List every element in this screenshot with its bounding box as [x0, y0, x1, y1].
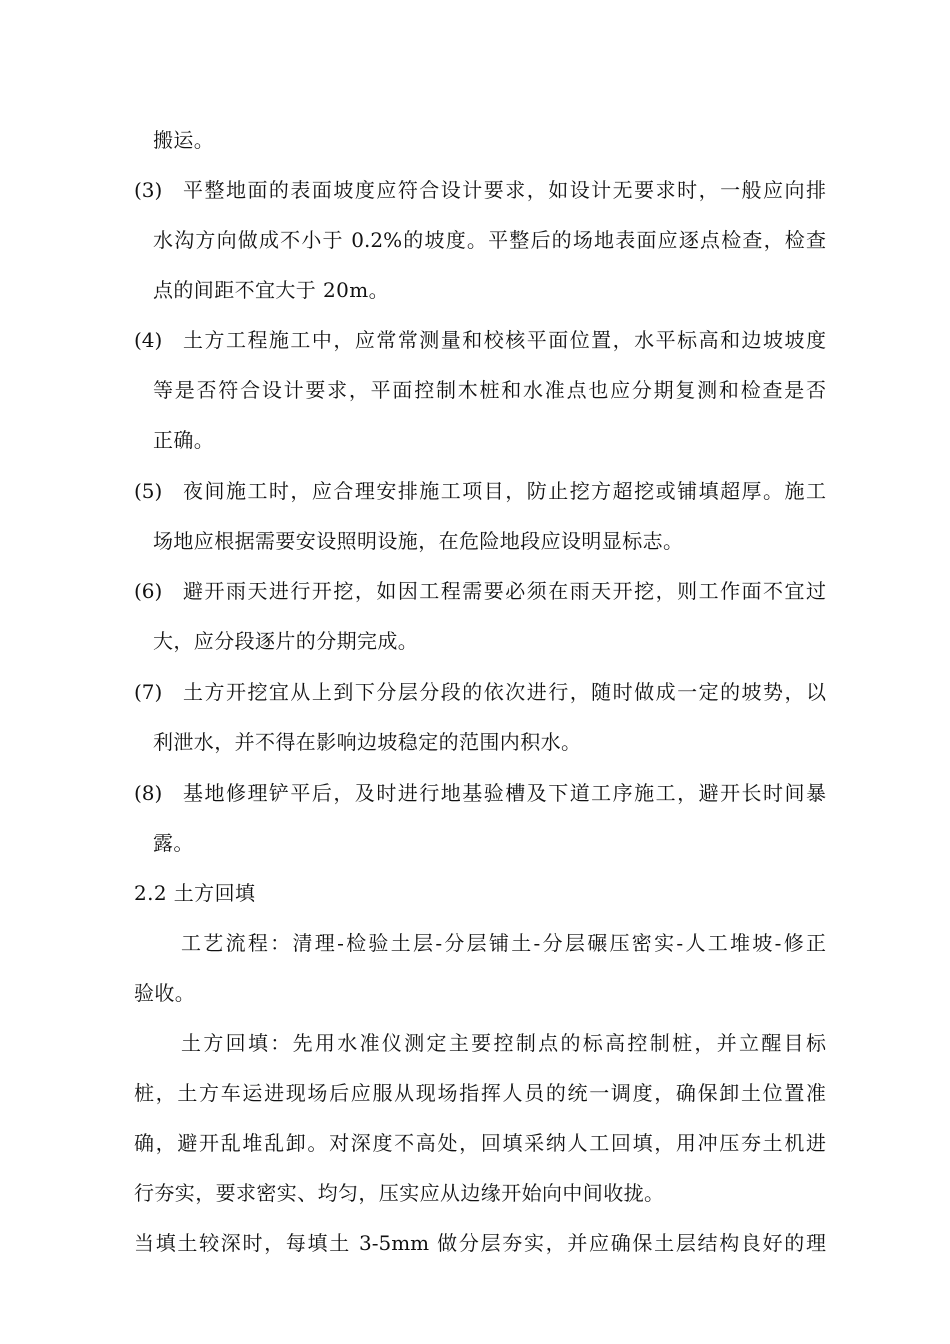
list-item-line: 夜间施工时，应合理安排施工项目，防止挖方超挖或铺填超厚。施工: [183, 479, 826, 503]
paragraph-line: 确，避开乱堆乱卸。对深度不高处，回填采纳人工回填，用冲压夯土机进: [134, 1131, 826, 1155]
list-item-line: 土方工程施工中，应常常测量和校核平面位置，水平标高和边坡坡度: [183, 328, 826, 352]
list-item-number: (8): [134, 781, 163, 805]
list-item-line: 正确。: [153, 428, 215, 452]
list-item-line: 露。: [153, 831, 194, 855]
list-item-line: 场地应根据需要安设照明设施，在危险地段应设明显标志。: [153, 529, 684, 553]
list-item-number: (6): [134, 579, 163, 603]
list-item-line: 利泄水，并不得在影响边坡稳定的范围内积水。: [153, 730, 582, 754]
paragraph-line: 土方回填：先用水准仪测定主要控制点的标高控制桩，并立醒目标: [181, 1031, 826, 1055]
list-item-number: (5): [134, 479, 163, 503]
list-item-line: 基地修理铲平后，及时进行地基验槽及下道工序施工，避开长时间暴: [183, 781, 826, 805]
paragraph-line: 工艺流程：清理-检验土层-分层铺土-分层碾压密实-人工堆坡-修正: [181, 931, 826, 955]
list-item-number: (3): [134, 178, 163, 202]
paragraph-line: 验收。: [134, 981, 196, 1005]
list-item-line: 平整地面的表面坡度应符合设计要求，如设计无要求时，一般应向排: [183, 178, 826, 202]
list-item-number: (4): [134, 328, 163, 352]
carry-over-text: 搬运。: [153, 128, 215, 152]
list-item-line: 等是否符合设计要求，平面控制木桩和水准点也应分期复测和检查是否: [153, 378, 826, 402]
paragraph-line: 桩，土方车运进现场后应服从现场指挥人员的统一调度，确保卸土位置准: [134, 1081, 826, 1105]
paragraph-line: 当填土较深时，每填土 3-5mm 做分层夯实，并应确保土层结构良好的理: [134, 1231, 826, 1255]
list-item-line: 土方开挖宜从上到下分层分段的依次进行，随时做成一定的坡势，以: [183, 680, 826, 704]
paragraph-line: 行夯实，要求密实、均匀，压实应从边缘开始向中间收拢。: [134, 1181, 665, 1205]
list-item-line: 大，应分段逐片的分期完成。: [153, 629, 419, 653]
list-item-number: (7): [134, 680, 163, 704]
list-item-line: 避开雨天进行开挖，如因工程需要必须在雨天开挖，则工作面不宜过: [183, 579, 826, 603]
list-item-line: 水沟方向做成不小于 0.2%的坡度。平整后的场地表面应逐点检查，检查: [153, 228, 826, 252]
section-heading: 2.2 土方回填: [134, 881, 256, 905]
list-item-line: 点的间距不宜大于 20m。: [153, 278, 389, 302]
